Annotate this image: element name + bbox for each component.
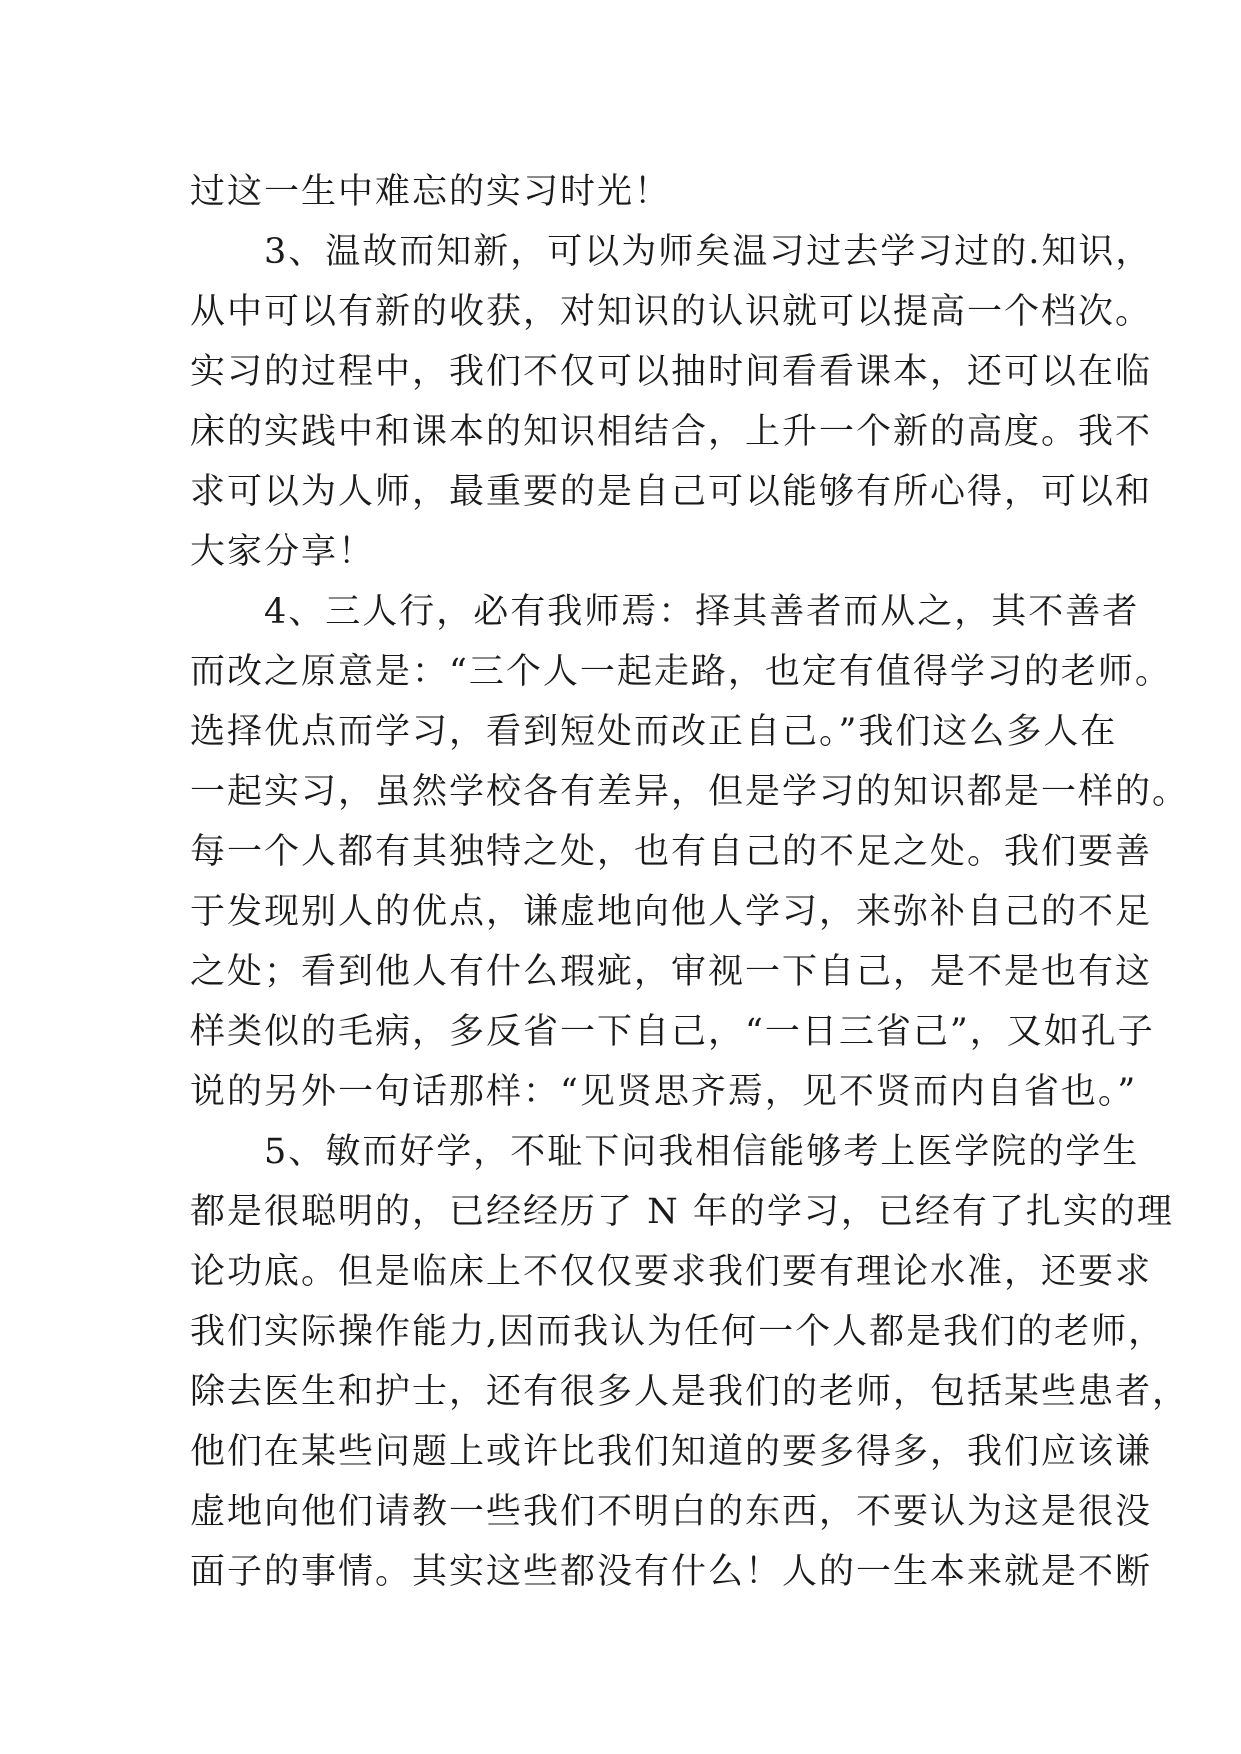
text-line: 他们在某些问题上或许比我们知道的要多得多，我们应该谦 [190, 1432, 1153, 1472]
text-line: 论功底。但是临床上不仅仅要求我们要有理论水准，还要求 [190, 1252, 1153, 1292]
text-line: 大家分享！ [190, 532, 376, 572]
text-line: 而改之原意是：“三个人一起走路，也定有值得学习的老师。 [190, 652, 1172, 692]
text-line: 虚地向他们请教一些我们不明白的东西，不要认为这是很没 [190, 1492, 1153, 1532]
text-line: 从中可以有新的收获，对知识的认识就可以提高一个档次。 [190, 292, 1153, 332]
text-line: 面子的事情。其实这些都没有什么！人的一生本来就是不断 [190, 1552, 1153, 1592]
text-line: 一起实习，虽然学校各有差异，但是学习的知识都是一样的。 [190, 772, 1190, 812]
text-line: 床的实践中和课本的知识相结合，上升一个新的高度。我不 [190, 412, 1153, 452]
text-line: 实习的过程中，我们不仅可以抽时间看看课本，还可以在临 [190, 352, 1153, 392]
text-line: 于发现别人的优点，谦虚地向他人学习，来弥补自己的不足 [190, 892, 1153, 932]
text-line: 4、三人行，必有我师焉：择其善者而从之，其不善者 [190, 592, 1140, 632]
text-line: 说的另外一句话那样：“见贤思齐焉，见不贤而内自省也。” [190, 1072, 1138, 1112]
text-line: 过这一生中难忘的实习时光！ [190, 172, 672, 212]
text-line: 除去医生和护士，还有很多人是我们的老师，包括某些患者， [190, 1372, 1190, 1412]
text-line: 都是很聪明的，已经经历了 N 年的学习，已经有了扎实的理 [190, 1192, 1174, 1232]
text-line: 3、温故而知新，可以为师矣温习过去学习过的.知识， [190, 232, 1153, 272]
text-line: 我们实际操作能力,因而我认为任何一个人都是我们的老师， [190, 1312, 1166, 1352]
text-line: 选择优点而学习，看到短处而改正自己。”我们这么多人在 [190, 712, 1118, 752]
text-line: 样类似的毛病，多反省一下自己，“一日三省己”，又如孔子 [190, 1012, 1155, 1052]
text-line: 之处；看到他人有什么瑕疵，审视一下自己，是不是也有这 [190, 952, 1153, 992]
text-line: 求可以为人师，最重要的是自己可以能够有所心得，可以和 [190, 472, 1153, 512]
text-line: 每一个人都有其独特之处，也有自己的不足之处。我们要善 [190, 832, 1153, 872]
text-line: 5、敏而好学，不耻下问我相信能够考上医学院的学生 [190, 1132, 1140, 1172]
document-body [190, 162, 1190, 1602]
